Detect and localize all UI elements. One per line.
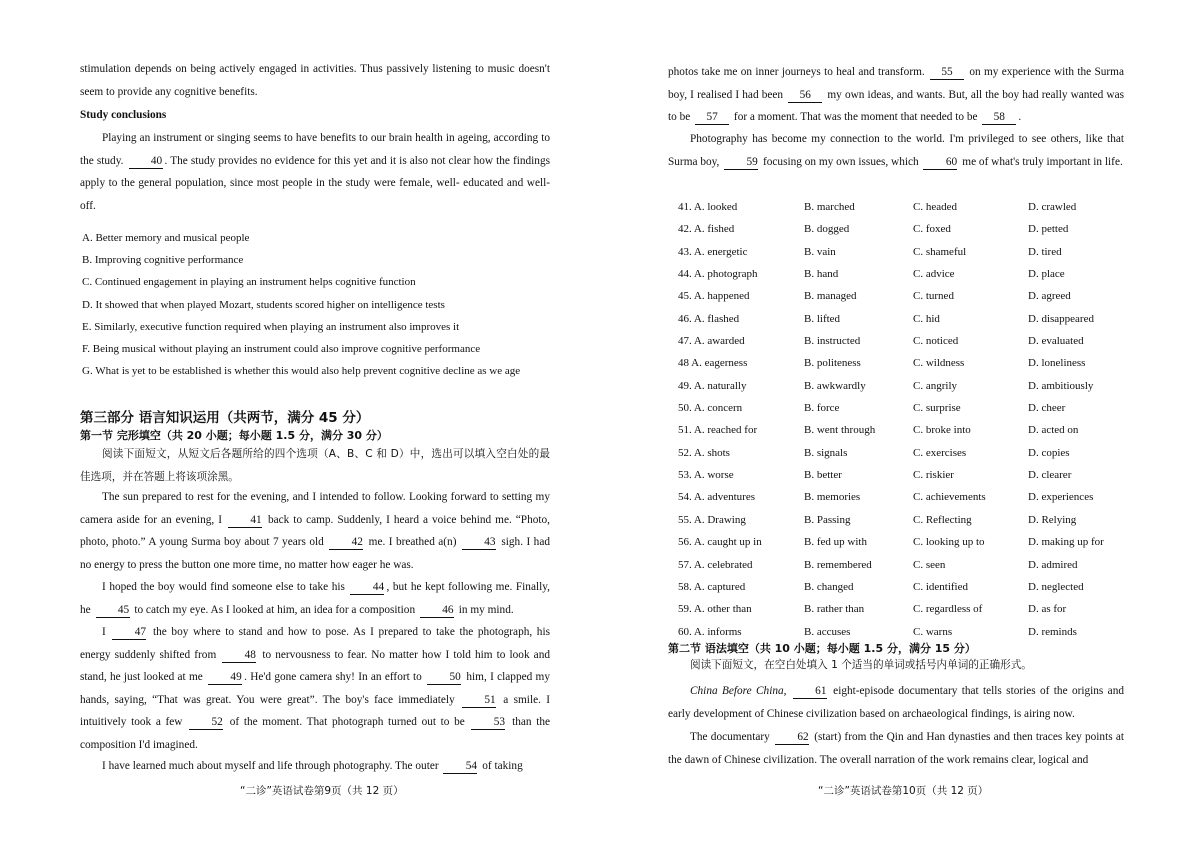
page-9	[80, 0, 550, 849]
cloze-options-table	[668, 196, 1124, 643]
question-row	[668, 486, 1124, 508]
study-conclusions-heading: Study conclusions	[80, 109, 167, 121]
option-a	[678, 442, 730, 464]
question-number: 51.	[678, 424, 692, 437]
option-text: A. energetic	[693, 245, 748, 258]
option-c: C. broke into	[913, 424, 971, 437]
page-footer-9: “二诊”英语试卷第9页（共 12 页）	[240, 785, 404, 797]
option-d: D. clearer	[1028, 469, 1072, 482]
option-a	[678, 241, 747, 263]
question-number: 58.	[678, 580, 692, 593]
page-10	[668, 0, 1124, 849]
blank-60: 60	[923, 155, 957, 170]
option-text: A. caught up in	[693, 536, 762, 549]
question-row	[668, 330, 1124, 352]
option-text: A. naturally	[693, 379, 747, 392]
option-b: B. better	[804, 469, 842, 482]
cloze-paragraph-4: I have learned much about myself and life through photography. The outer 54 of taking	[102, 760, 523, 772]
blank-54: 54	[443, 759, 477, 774]
blank-47: 47	[112, 625, 146, 640]
blank-49: 49	[208, 670, 242, 685]
question-row	[668, 576, 1124, 598]
question-row	[668, 509, 1124, 531]
option-d: D. Relying	[1028, 513, 1077, 526]
option-b: B. changed	[804, 580, 854, 593]
question-row	[668, 397, 1124, 419]
option-d: D. ambitiously	[1028, 379, 1094, 392]
option-text: A. concern	[693, 402, 743, 415]
option-text: A. captured	[693, 580, 746, 593]
option-d: D. experiences	[1028, 491, 1094, 504]
blank-46: 46	[420, 603, 454, 618]
option-b: B. force	[804, 402, 840, 415]
option-text: A. informs	[693, 625, 742, 638]
option-a	[678, 330, 745, 352]
option-a	[678, 196, 737, 218]
option-c: C. Reflecting	[913, 513, 972, 526]
option-c: C. noticed	[913, 335, 959, 348]
cloze-paragraph-2: I hoped the boy would find someone else to take his 44 , but he kept following me. Finally, he 45 to catch my eye. As I looked at him, an idea for a composition 46 in my mind.	[80, 581, 550, 616]
option-b: B. lifted	[804, 312, 841, 325]
intro-paragraph: stimulation depends on being actively engaged in activities. Thus passively listening to music doesn't seem to provide any cognitive benefits.	[80, 63, 550, 98]
blank-44: 44	[350, 580, 384, 595]
option-d: D. neglected	[1028, 580, 1084, 593]
option-a	[678, 308, 739, 330]
blank-43: 43	[462, 535, 496, 550]
cloze-paragraph-5: photos take me on inner journeys to heal and transform. 55 on my experience with the Surma boy, I realised I had been 56 my own ideas, and wants. But, all the boy had really wanted was to be 57 for a moment. That was the moment that needed to be 58 .	[668, 66, 1124, 124]
blank-53: 53	[471, 715, 505, 730]
option-b: B. instructed	[804, 335, 861, 348]
option-c: C. looking up to	[913, 536, 985, 549]
question-number: 44.	[678, 268, 692, 281]
option-c: C. shameful	[913, 245, 967, 258]
option-c: C. identified	[913, 580, 968, 593]
question-number: 49.	[678, 379, 692, 392]
option-text: A. happened	[693, 290, 750, 303]
option-c: C. achievements	[913, 491, 986, 504]
option-d: D. admired	[1028, 558, 1078, 571]
question-number: 60.	[678, 625, 692, 638]
option-a	[678, 375, 746, 397]
option-d: D. crawled	[1028, 201, 1077, 213]
option-g: G. What is yet to be established is whether this would also help prevent cognitive decline as we age	[82, 365, 521, 378]
section1-title: 第一节 完形填空（共 20 小题；每小题 1.5 分，满分 30 分）	[80, 429, 388, 442]
option-a	[678, 531, 762, 553]
study-paragraph	[80, 127, 550, 217]
question-number: 46.	[678, 312, 692, 325]
option-c: C. riskier	[913, 469, 954, 482]
option-c: C. advice	[913, 268, 955, 281]
question-row	[668, 554, 1124, 576]
option-d: D. acted on	[1028, 424, 1079, 437]
section1-instruction: 阅读下面短文，从短文后各题所给的四个选项（A、B、C 和 D）中，选出可以填入空白处的最佳选项，并在答题上将该项涂黑。	[80, 448, 550, 483]
option-b: B. vain	[804, 245, 836, 258]
cloze-paragraph-3: I 47 the boy where to stand and how to pose. As I prepared to take the photograph, his energy suddenly shifted from 48 to nervousness to fear. No matter how I told him to look and stand, he just looked at me 49 . He'd gone camera shy! In an effort to 50 him, I clapped my hands, saying, “That was great. You were great”. The boy's face immediately 51 a smile. I intuitively took a few 52 of the moment. That photograph turned out to be 53 than the composition I'd imagined.	[80, 626, 551, 751]
grammar-paragraph-1: China Before China, 61 eight-episode documentary that tells stories of the origins and early development of Chinese civilization based on archaeological findings, is airing now.	[668, 685, 1124, 720]
option-text: A. looked	[693, 201, 738, 213]
option-d: D. evaluated	[1028, 335, 1084, 348]
option-c: C. foxed	[913, 223, 951, 236]
question-row	[668, 218, 1124, 240]
question-number: 53.	[678, 469, 692, 482]
option-b: B. memories	[804, 491, 861, 504]
question-row	[668, 598, 1124, 620]
question-row	[668, 196, 1124, 218]
option-a: A. Better memory and musical people	[82, 232, 250, 244]
option-c: C. hid	[913, 312, 940, 325]
question-number: 56.	[678, 536, 692, 549]
option-a	[678, 352, 747, 374]
blank-41: 41	[228, 513, 262, 528]
option-text: A. Drawing	[693, 513, 746, 526]
option-c: C. surprise	[913, 402, 961, 415]
option-text: A. other than	[693, 603, 752, 616]
blank-62: 62	[775, 730, 809, 745]
option-b: B. Improving cognitive performance	[82, 254, 244, 267]
option-c: C. regardless of	[913, 603, 983, 616]
question-row	[668, 352, 1124, 374]
option-text: A. reached for	[693, 424, 758, 437]
option-a	[678, 218, 734, 240]
option-d: D. It showed that when played Mozart, students scored higher on intelligence tests	[82, 298, 445, 311]
question-number: 45.	[678, 290, 692, 303]
question-number: 59.	[678, 603, 692, 616]
blank-58: 58	[982, 110, 1016, 125]
option-text: A. awarded	[693, 335, 745, 348]
option-b: B. fed up with	[804, 536, 867, 549]
question-number: 50.	[678, 402, 692, 415]
section2-instruction: 阅读下面短文，在空白处填入 1 个适当的单词或括号内单词的正确形式。	[690, 659, 1032, 671]
option-b: B. remembered	[804, 558, 872, 571]
option-b: B. marched	[804, 201, 855, 213]
question-row	[668, 241, 1124, 263]
option-text: A. flashed	[693, 312, 740, 325]
option-text: A. photograph	[693, 268, 758, 281]
option-a	[678, 397, 742, 419]
question-row	[668, 442, 1124, 464]
option-d: D. cheer	[1028, 402, 1066, 415]
option-d: D. agreed	[1028, 290, 1071, 303]
blank-51: 51	[462, 693, 496, 708]
blank-57: 57	[695, 110, 729, 125]
option-b: B. accuses	[804, 625, 851, 638]
option-c: C. seen	[913, 558, 946, 571]
option-d: D. making up for	[1028, 536, 1104, 549]
grammar-paragraph-2: The documentary 62 (start) from the Qin and Han dynasties and then traces key points at the dawn of Chinese civilization. The overall narration of the work remains clear, logical and	[668, 731, 1124, 766]
cloze-paragraph-1: The sun prepared to rest for the evening, and I intended to follow. Looking forward to setting my camera aside for an evening, I 41 back to camp. Suddenly, I heard a voice behind me. “Photo, photo, photo.” A young Surma boy about 7 years old 42 me. I breathed a(n) 43 sigh. I had no energy to press the button one more time, no matter how eager he was.	[80, 491, 551, 571]
question-row	[668, 263, 1124, 285]
option-c: C. exercises	[913, 446, 967, 459]
option-b: B. rather than	[804, 603, 865, 616]
option-d: D. petted	[1028, 223, 1069, 236]
option-a	[678, 263, 757, 285]
blank-52: 52	[189, 715, 223, 730]
option-b: B. Passing	[804, 513, 851, 526]
option-b: B. politeness	[804, 357, 861, 370]
page-footer-10: “二诊”英语试卷第10页（共 12 页）	[818, 785, 989, 797]
option-d: D. loneliness	[1028, 357, 1086, 370]
study-text-after: . The study provides no evidence for this yet and it is also not clear how the findings apply to the general population, since most people in the study were female, well- educated and well-off.	[80, 154, 550, 212]
question-number: 52.	[678, 446, 692, 459]
question-row	[668, 531, 1124, 553]
option-a	[678, 285, 750, 307]
documentary-title: China Before China	[690, 685, 784, 697]
option-b: B. signals	[804, 446, 848, 459]
option-a	[678, 554, 753, 576]
question-row	[668, 464, 1124, 486]
option-b: B. went through	[804, 424, 876, 437]
question-row	[668, 285, 1124, 307]
option-text: A. worse	[693, 469, 734, 482]
cloze-paragraph-6: Photography has become my connection to the world. I'm privileged to see others, like that Surma boy, 59 focusing on my own issues, which 60 me of what's truly important in life.	[668, 133, 1124, 168]
option-c: C. wildness	[913, 357, 965, 370]
question-number: 54.	[678, 491, 692, 504]
blank-56: 56	[788, 88, 822, 103]
option-b: B. awkwardly	[804, 379, 866, 392]
blank-55: 55	[930, 65, 964, 80]
option-c: C. warns	[913, 625, 953, 638]
option-e: E. Similarly, executive function required when playing an instrument also improves it	[82, 320, 460, 333]
option-d: D. disappeared	[1028, 312, 1094, 325]
option-c: C. angrily	[913, 379, 957, 392]
option-text: A. eagerness	[691, 357, 748, 370]
option-a	[678, 576, 745, 598]
option-f: F. Being musical without playing an instrument could also improve cognitive performance	[82, 343, 481, 356]
option-b: B. hand	[804, 268, 839, 281]
option-b: B. dogged	[804, 223, 850, 236]
question-row	[668, 375, 1124, 397]
option-c: C. Continued engagement in playing an instrument helps cognitive function	[82, 276, 416, 289]
question-number: 57.	[678, 558, 692, 571]
question-number: 47.	[678, 335, 692, 348]
study-text-before: Playing an instrument or singing seems to have benefits to our brain health in ageing, according to the study.	[80, 132, 550, 167]
option-b: B. managed	[804, 290, 857, 303]
option-a	[678, 486, 755, 508]
section2-title: 第二节 语法填空（共 10 小题；每小题 1.5 分，满分 15 分）	[668, 642, 976, 655]
option-d: D. reminds	[1028, 625, 1077, 638]
option-a	[678, 464, 734, 486]
question-number: 42.	[678, 223, 692, 236]
question-number: 41.	[678, 201, 692, 213]
question-number: 48	[678, 357, 689, 370]
option-text: A. adventures	[693, 491, 755, 504]
option-c: C. turned	[913, 290, 954, 303]
option-a	[678, 509, 746, 531]
blank-48: 48	[222, 648, 256, 663]
part3-title: 第三部分 语言知识运用（共两节，满分 45 分）	[80, 410, 370, 426]
blank-42: 42	[329, 535, 363, 550]
question-row	[668, 419, 1124, 441]
option-a	[678, 419, 757, 441]
option-d: D. place	[1028, 268, 1065, 281]
option-c: C. headed	[913, 201, 957, 213]
question-number: 55.	[678, 513, 692, 526]
option-d: D. as for	[1028, 603, 1067, 616]
question-row	[668, 308, 1124, 330]
blank-59: 59	[724, 155, 758, 170]
option-text: A. fished	[693, 223, 735, 236]
blank-50: 50	[427, 670, 461, 685]
seven-choice-options	[82, 227, 550, 382]
question-number: 43.	[678, 245, 692, 258]
option-d: D. tired	[1028, 245, 1062, 258]
blank-61: 61	[793, 684, 827, 699]
blank-45: 45	[96, 603, 130, 618]
option-text: A. celebrated	[693, 558, 753, 571]
option-a	[678, 598, 752, 620]
option-text: A. shots	[693, 446, 730, 459]
blank-40: 40	[129, 154, 163, 169]
option-d: D. copies	[1028, 446, 1070, 459]
